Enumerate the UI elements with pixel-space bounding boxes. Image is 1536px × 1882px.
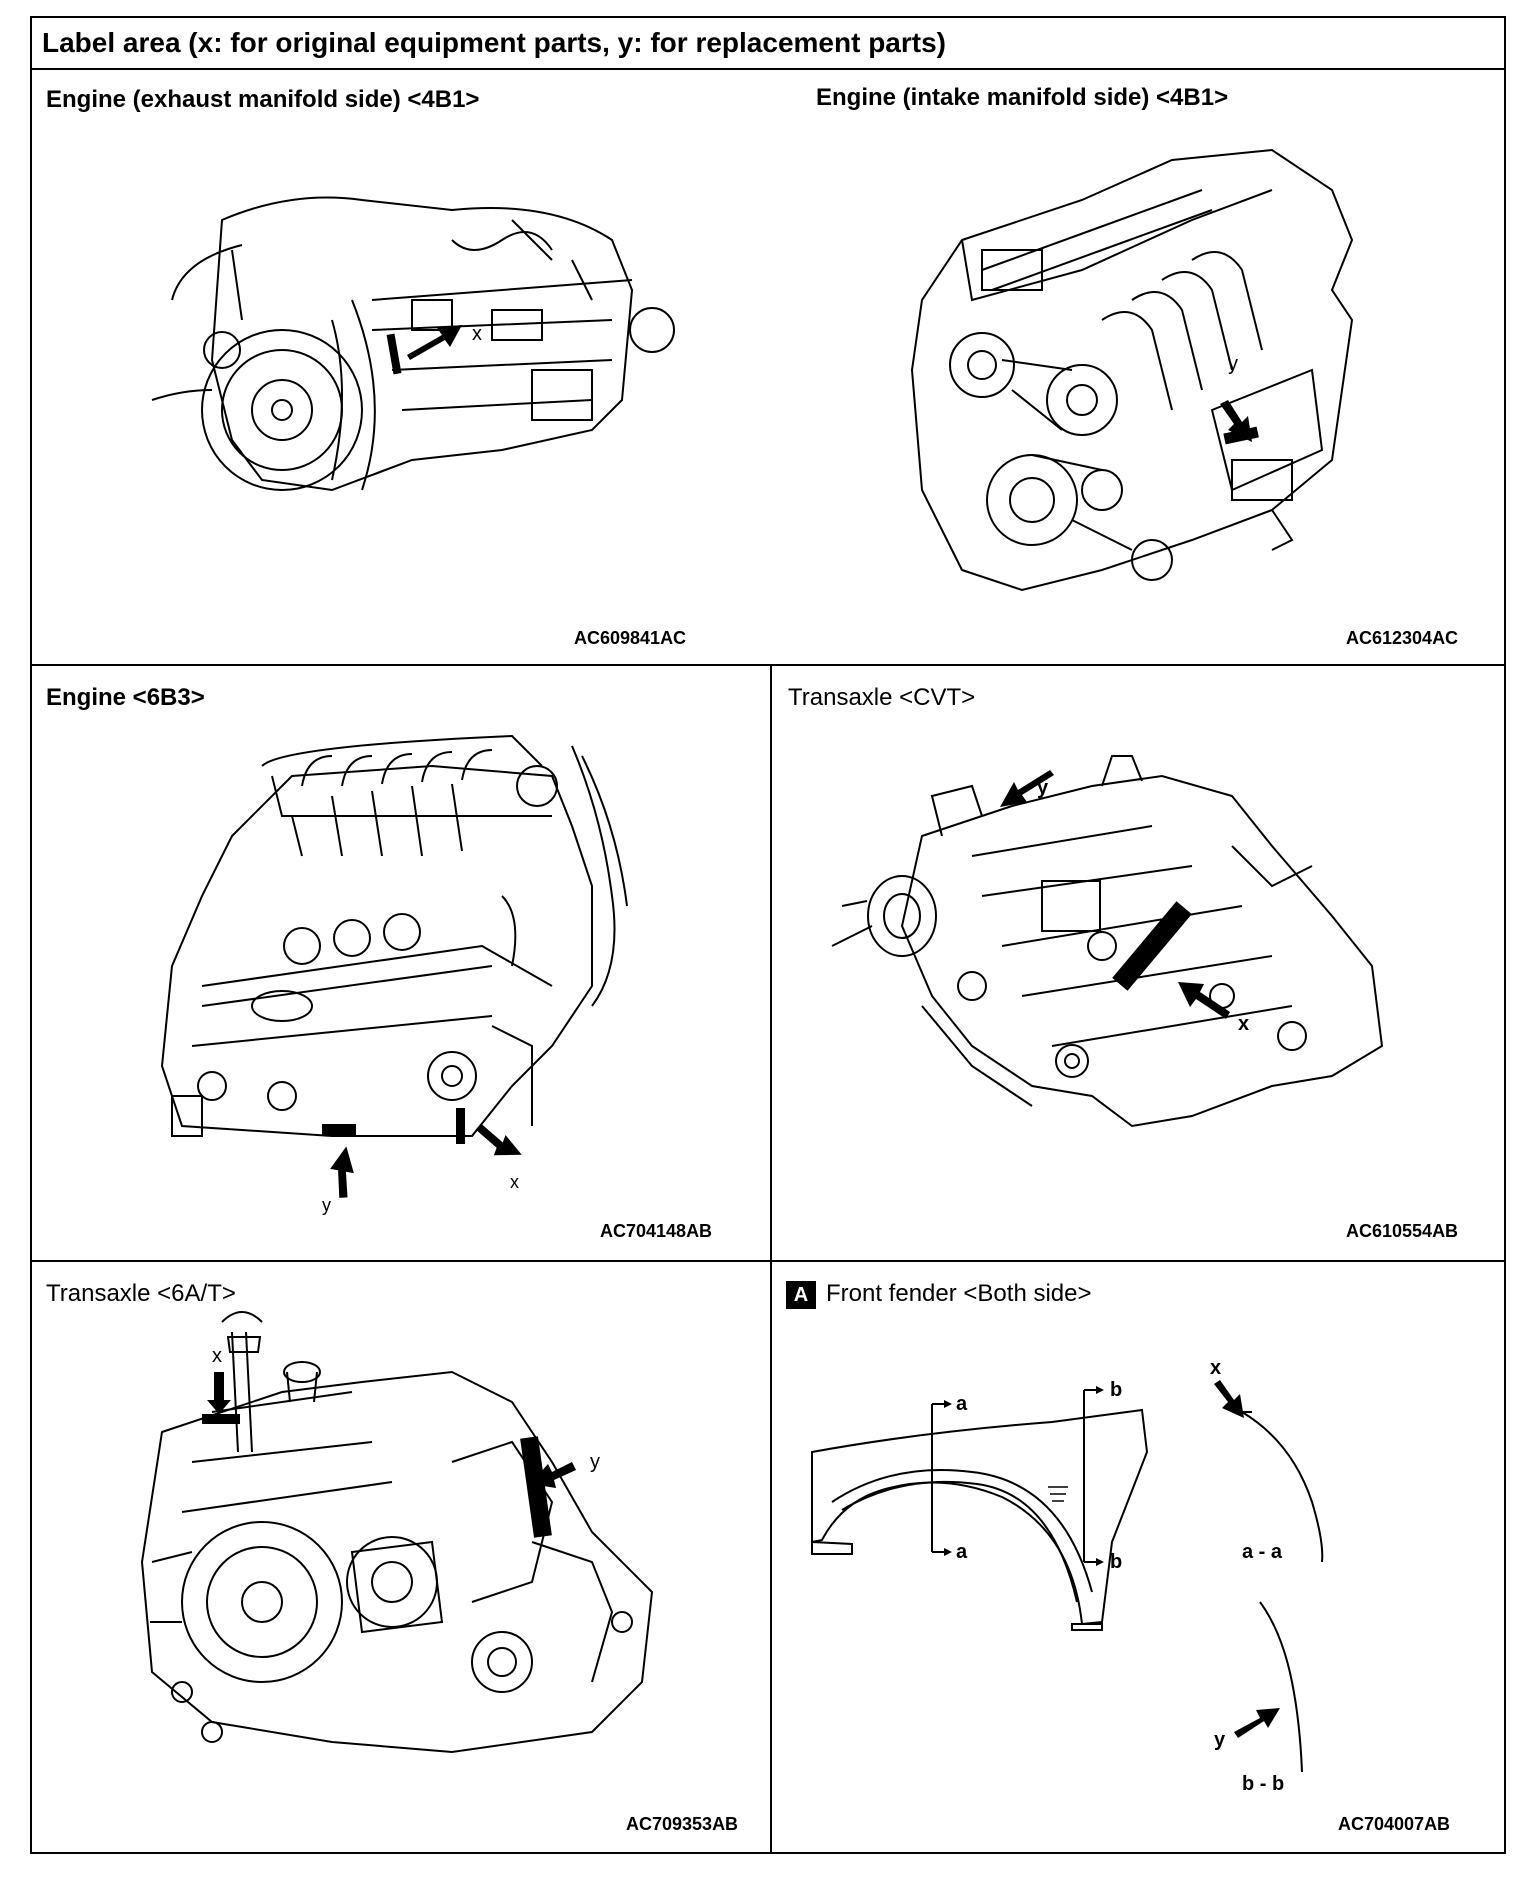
section-b-mark-top: b — [1110, 1379, 1123, 1401]
figure-code: AC704148AB — [600, 1221, 713, 1241]
section-a-mark-bottom: a — [956, 1541, 968, 1563]
transaxle-cvt-illustration — [772, 666, 1504, 1260]
section-badge: A — [786, 1281, 816, 1309]
figure-code: AC704007AB — [1338, 1814, 1451, 1834]
figure-code: AC610554AB — [1346, 1221, 1459, 1241]
marker-x: x — [510, 1172, 519, 1192]
panel-title: Transaxle <CVT> — [788, 684, 976, 711]
panel-title: Transaxle <6A/T> — [46, 1280, 236, 1307]
figure-code: AC709353AB — [626, 1814, 739, 1834]
panel-transaxle-6at — [32, 1262, 770, 1852]
marker-x: x — [1210, 1357, 1222, 1379]
figure-code: AC609841AC — [574, 628, 687, 648]
marker-x: x — [1238, 1013, 1250, 1035]
page-title: Label area (x: for original equipment parts, y: for replacement parts) — [42, 27, 946, 58]
marker-x: x — [212, 1345, 222, 1367]
front-fender-illustration — [772, 1262, 1504, 1852]
panel-front-fender — [772, 1262, 1504, 1852]
header — [32, 18, 1504, 70]
figure-code: AC612304AC — [1346, 628, 1459, 648]
marker-x: x — [472, 323, 482, 345]
section-a-mark-top: a — [956, 1393, 968, 1415]
engine-intake-illustration — [772, 70, 1504, 664]
engine-exhaust-illustration — [32, 70, 770, 664]
panel-engine-6b3 — [32, 666, 770, 1260]
engine-6b3-illustration — [32, 666, 770, 1260]
panel-title-text: Front fender <Both side> — [826, 1280, 1092, 1307]
panel-title: Engine (exhaust manifold side) <4B1> — [46, 86, 480, 113]
section-a-label: a - a — [1242, 1541, 1283, 1563]
transaxle-6at-illustration — [32, 1262, 770, 1852]
section-b-mark-bottom: b — [1110, 1551, 1123, 1573]
marker-y: y — [322, 1195, 331, 1215]
panel-engine-exhaust-4b1 — [32, 70, 770, 664]
panel-engine-intake-4b1 — [772, 70, 1504, 664]
marker-y: y — [590, 1451, 600, 1473]
panel-title: Engine (intake manifold side) <4B1> — [816, 84, 1229, 111]
marker-y: y — [1037, 777, 1049, 799]
marker-y: y — [1214, 1729, 1226, 1751]
section-b-label: b - b — [1242, 1773, 1285, 1795]
marker-y: y — [1228, 353, 1238, 375]
panel-title: Engine <6B3> — [46, 684, 205, 711]
panel-transaxle-cvt — [772, 666, 1504, 1260]
diagram-sheet — [30, 16, 1506, 1854]
